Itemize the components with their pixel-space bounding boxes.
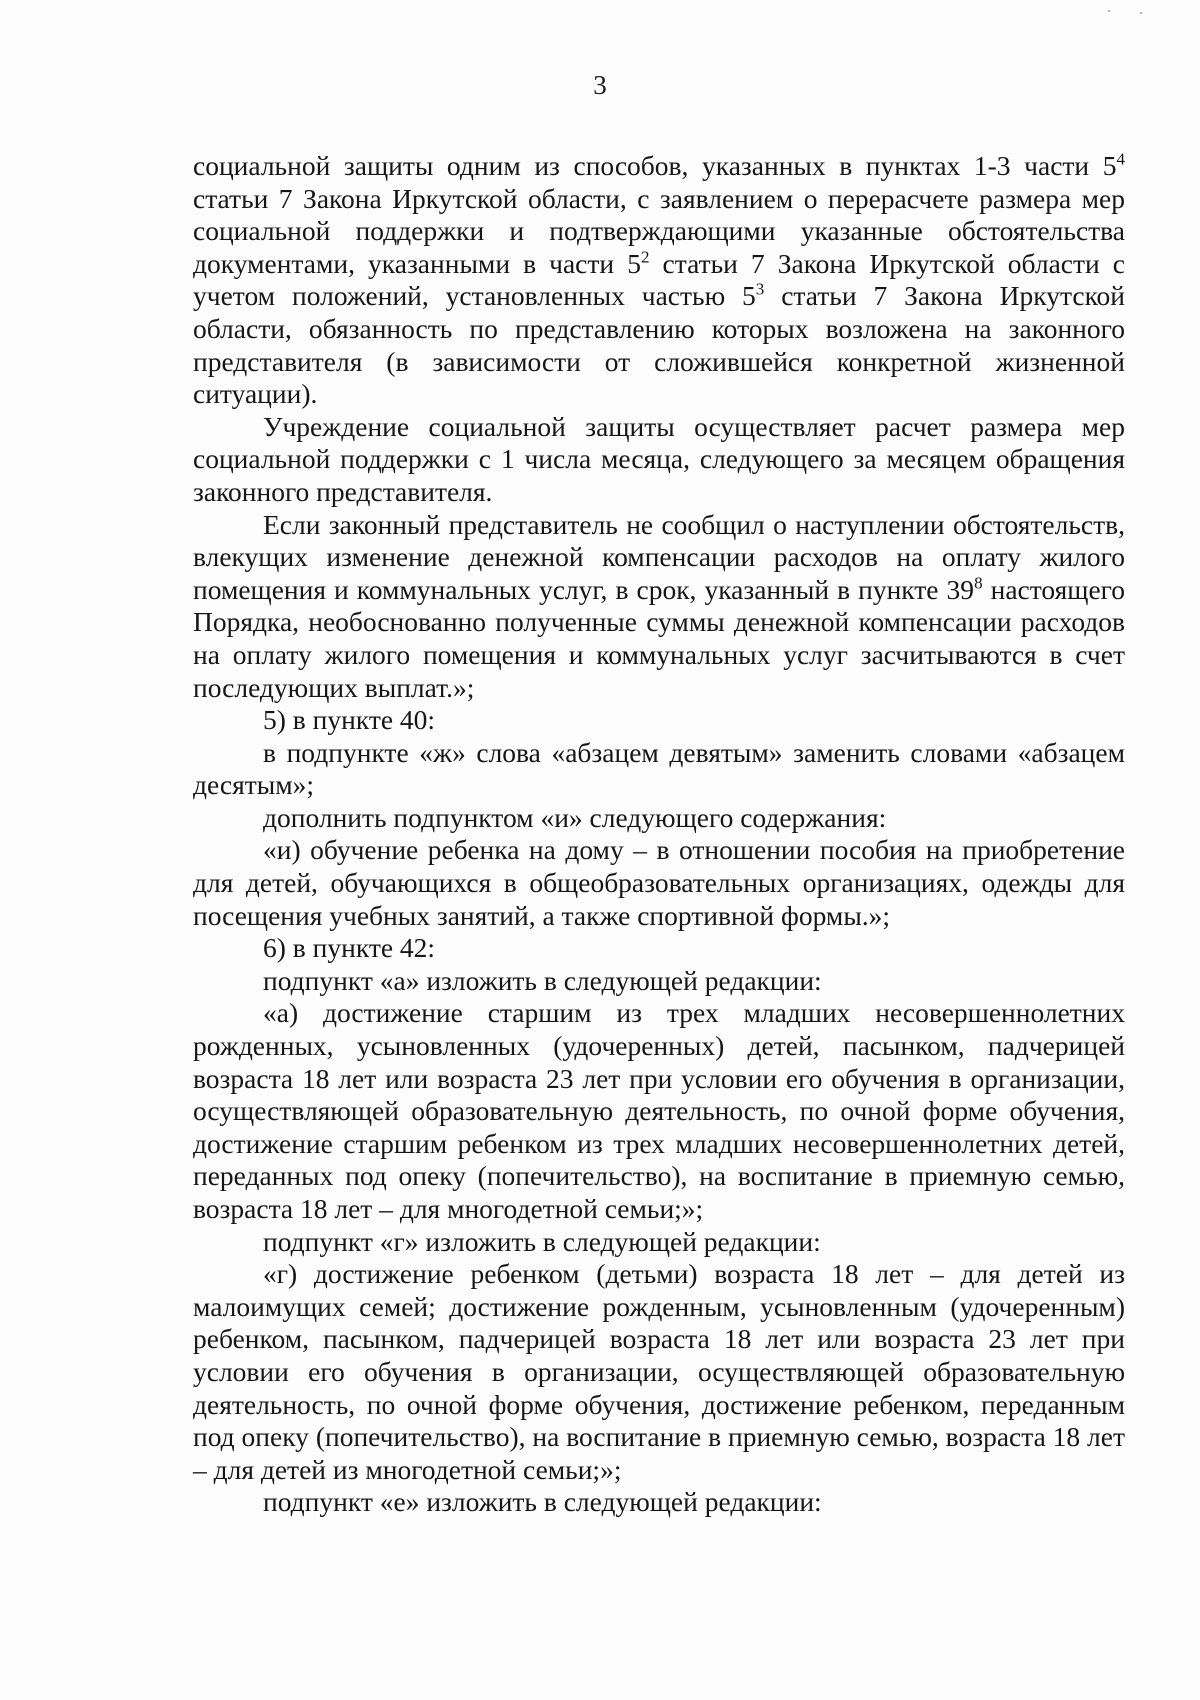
paragraph: подпункт «г» изложить в следующей редакции: xyxy=(263,1225,821,1257)
paragraph: подпункт «а» изложить в следующей редакции: xyxy=(263,964,822,996)
paragraph: «г) достижение ребенком (детьми) возраста 18 лет – для детей из малоимущих семей; достижение рожденным, усыновленным (удочеренным) ребенком, пасынком, падчерицей возраста 18 лет или возраста 23 лет при условии его обучения в организации, осуществляющей образовательную деятельность, по очной форме обучения, достижение ребенком, переданным под опеку (попечительство), на воспитание в приемную семью, возраста 18 лет – для детей из многодетной семьи;»; xyxy=(193,1258,1125,1485)
paragraph-continuation xyxy=(193,150,1125,411)
superscript: 3 xyxy=(755,279,765,299)
paragraph xyxy=(193,509,1125,705)
text-run: статьи 7 Закона Иркутской области с учетом положений, установленных частью 5 xyxy=(193,247,1125,312)
document-body xyxy=(193,150,1125,1519)
scan-speck xyxy=(1140,12,1142,14)
text-run: статьи 7 Закона Иркутской области, обязанность по представлению которых возложена на законного представителя (в зависимости от сложившейся конкретной жизненной ситуации). xyxy=(193,280,1125,410)
paragraph: 5) в пункте 40: xyxy=(263,704,436,736)
paragraph: дополнить подпунктом «и» следующего содержания: xyxy=(263,801,887,833)
paragraph: «а) достижение старшим из трех младших несовершеннолетних рожденных, усыновленных (удочеренных) детей, пасынком, падчерицей возраста 18 лет или возраста 23 лет при условии его обучения в организации, осуществляющей образовательную деятельность, по очной форме обучения, достижение старшим ребенком из трех младших несовершеннолетних детей, переданных под опеку (попечительство), на воспитание в приемную семью, возраста 18 лет – для многодетной семьи;»; xyxy=(193,997,1125,1224)
paragraph: 6) в пункте 42: xyxy=(263,932,436,964)
text-run: настоящего Порядка, необоснованно полученные суммы денежной компенсации расходов на оплату жилого помещения и коммунальных услуг засчитываются в счет последующих выплат.»; xyxy=(193,573,1125,703)
paragraph: в подпункте «ж» слова «абзацем девятым» заменить словами «абзацем десятым»; xyxy=(193,736,1125,801)
text-run: социальной защиты одним из способов, указанных в пунктах 1-3 части 5 xyxy=(193,150,1117,181)
text-run: статьи 7 Закона Иркутской области, с заявлением о перерасчете размера мер социальной поддержки и подтверждающими указанные обстоятельства документами, указанными в части 5 xyxy=(193,182,1125,279)
paragraph: Учреждение социальной защиты осуществляет расчет размера мер социальной поддержки с 1 числа месяца, следующего за месяцем обращения законного представителя. xyxy=(193,410,1125,507)
superscript: 8 xyxy=(974,573,983,593)
scan-speck xyxy=(1108,10,1110,12)
page-number: 3 xyxy=(593,70,607,100)
paragraph: «и) обучение ребенка на дому – в отношении пособия на приобретение для детей, обучающихся в общеобразовательных организациях, одежды для посещения учебных занятий, а также спортивной формы.»; xyxy=(193,834,1125,931)
superscript: 4 xyxy=(1116,149,1125,169)
text-run: Если законный представитель не сообщил о наступлении обстоятельств, влекущих изменение денежной компенсации расходов на оплату жилого помещения и коммунальных услуг, в срок, указанный в пункте 39 xyxy=(193,508,1125,605)
paragraph: подпункт «е» изложить в следующей редакции: xyxy=(263,1486,822,1518)
superscript: 2 xyxy=(640,247,650,267)
